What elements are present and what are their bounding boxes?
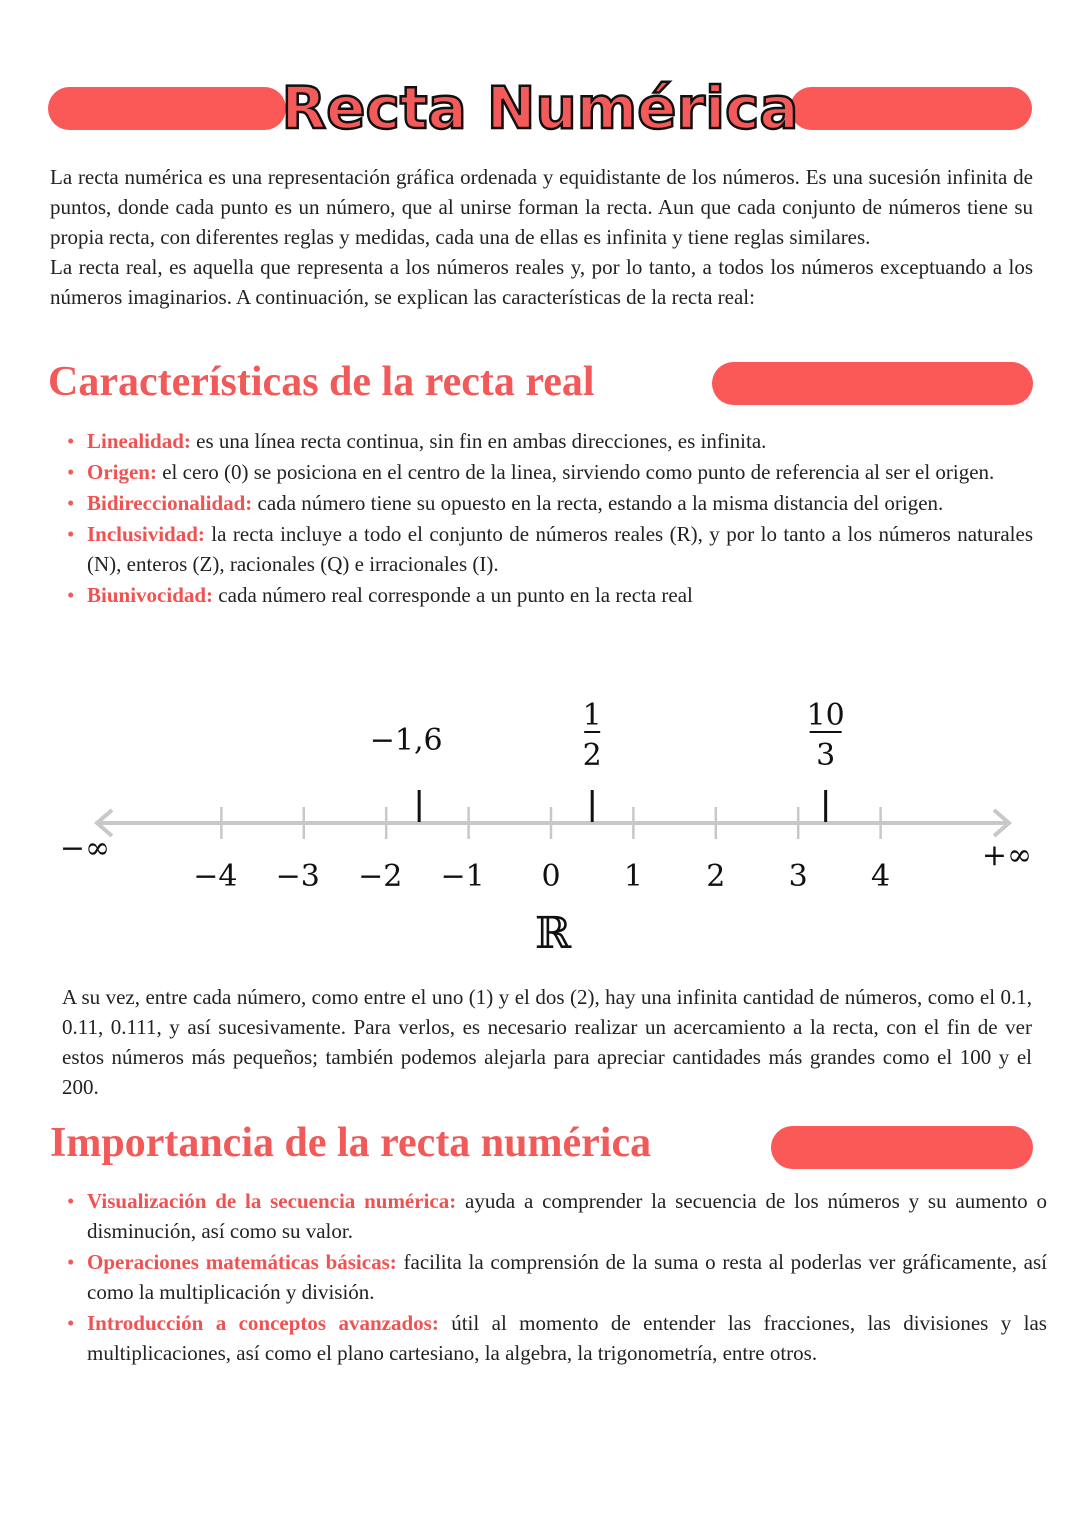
tick-label: 3 xyxy=(788,859,808,894)
list-item xyxy=(67,457,1033,487)
item-term: Visualización de la secuencia numérica: xyxy=(87,1189,457,1213)
section-heading-characteristics: Características de la recta real xyxy=(48,359,595,405)
item-text: ayuda a comprender la secuencia de los números y su aumento o disminución, así como su valor. xyxy=(87,1189,1047,1243)
list-item xyxy=(67,1308,1047,1368)
item-text: facilita la comprensión de la suma o resta al poderlas ver gráficamente, así como la multiplicación y división. xyxy=(87,1250,1048,1304)
intro-paragraph-1: La recta numérica es una representación gráfica ordenada y equidistante de los números. Es una sucesión infinita de puntos, donde cada punto es un número, que al unirse forman la recta. Aun que cada conjunto de números tiene su propia recta, con diferentes reglas y medidas, cada una de ellas es infinita y tiene reglas similares. xyxy=(50,165,1033,249)
plus-infinity-label: +∞ xyxy=(981,838,1033,873)
bullet-icon: • xyxy=(67,491,75,515)
list-item xyxy=(67,426,1033,456)
tick-label: 2 xyxy=(706,859,726,894)
item-term: Inclusividad: xyxy=(87,522,205,546)
bullet-icon: • xyxy=(67,429,75,453)
item-term: Introducción a conceptos avanzados: xyxy=(87,1311,439,1335)
bullet-icon: • xyxy=(67,522,75,546)
item-term: Biunivocidad: xyxy=(87,583,214,607)
intro-paragraph-2: La recta real, es aquella que representa a los números reales y, por lo tanto, a todos los números exceptuando a los números imaginarios. A continuación, se explican las características de la recta real: xyxy=(50,255,1033,309)
bullet-icon: • xyxy=(67,1189,75,1213)
list-item xyxy=(67,488,1033,518)
importance-list xyxy=(67,1186,1048,1369)
fraction-denominator: 2 xyxy=(582,738,602,773)
tick-label: −2 xyxy=(358,859,403,894)
fraction-numerator: 1 xyxy=(582,698,602,733)
item-text: cada número real corresponde a un punto en la recta real xyxy=(213,583,693,607)
list-item xyxy=(67,580,1033,610)
minus-infinity-label: −∞ xyxy=(59,831,111,866)
tick-label: −4 xyxy=(193,859,238,894)
list-item xyxy=(67,519,1033,579)
tick-label: −1 xyxy=(440,859,485,894)
item-term: Bidireccionalidad: xyxy=(87,491,253,515)
number-line xyxy=(0,690,1080,950)
bullet-icon: • xyxy=(67,1311,75,1335)
page-title: Recta Numérica xyxy=(281,74,799,142)
bullet-icon: • xyxy=(67,1250,75,1274)
real-numbers-symbol: ℝ xyxy=(534,908,572,950)
heading-decoration-2 xyxy=(771,1126,1033,1169)
list-item xyxy=(67,1186,1047,1246)
fraction-numerator: 10 xyxy=(806,698,845,733)
point-label: −1,6 xyxy=(369,723,443,758)
intro xyxy=(50,162,1033,312)
fraction-denominator: 3 xyxy=(816,738,836,773)
characteristics-list xyxy=(67,426,1033,611)
item-text: la recta incluye a todo el conjunto de números reales (R), y por lo tanto a los números naturales (N), enteros (Z), racionales (Q) e irracionales (I). xyxy=(87,522,1033,576)
item-text: útil al momento de entender las fracciones, las divisiones y las multiplicaciones, así como el plano cartesiano, la algebra, la trigonometría, entre otros. xyxy=(87,1311,1047,1365)
bullet-icon: • xyxy=(67,460,75,484)
tick-label: 1 xyxy=(623,859,643,894)
section-heading-importance: Importancia de la recta numérica xyxy=(50,1120,652,1166)
bullet-icon: • xyxy=(67,583,75,607)
item-term: Linealidad: xyxy=(87,429,191,453)
tick-label: −3 xyxy=(275,859,320,894)
middle-paragraph: A su vez, entre cada número, como entre el uno (1) y el dos (2), hay una infinita cantidad de números, como el 0.1, 0.11, 0.111, y así sucesivamente. Para verlos, es necesario realizar un acercamiento a la recta, con el fin de ver estos números más pequeños; también podemos alejarla para apreciar cantidades más grandes como el 100 y el 200. xyxy=(62,985,1032,1099)
tick-label: 4 xyxy=(871,859,891,894)
item-text: cada número tiene su opuesto en la recta, estando a la misma distancia del origen. xyxy=(252,491,944,515)
item-term: Origen: xyxy=(87,460,157,484)
item-text: es una línea recta continua, sin fin en ambas direcciones, es infinita. xyxy=(190,429,767,453)
item-text: el cero (0) se posiciona en el centro de la linea, sirviendo como punto de referencia al ser el origen. xyxy=(156,460,995,484)
heading-decoration-1 xyxy=(712,362,1033,405)
tick-label: 0 xyxy=(541,859,561,894)
list-item xyxy=(67,1247,1048,1307)
item-term: Operaciones matemáticas básicas: xyxy=(87,1250,397,1274)
